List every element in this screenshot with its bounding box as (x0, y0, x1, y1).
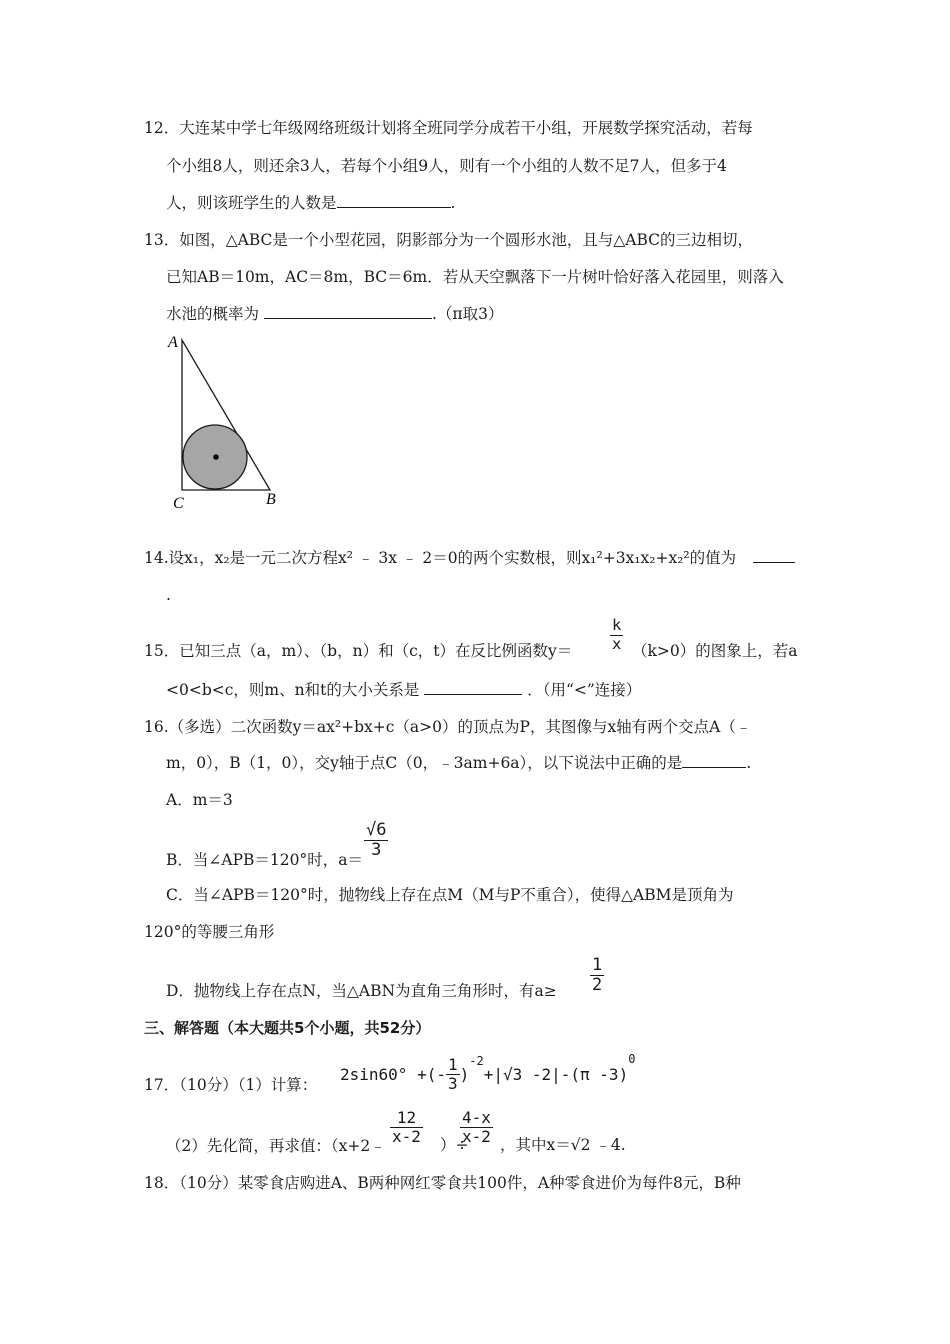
q12-line1: 12．大连某中学七年级网络班级计划将全班同学分成若干小组，开展数学探究活动，若每 (144, 119, 753, 137)
q14-line1 (144, 548, 795, 568)
q12-line3-text: 人，则该班学生的人数是 (166, 194, 337, 212)
expr-paren: ) (459, 1065, 470, 1084)
q16-option-a: A．m＝3 (166, 791, 233, 809)
4-minus-x-over-x-minus-2-fraction (460, 1110, 493, 1145)
k-over-x-fraction (610, 618, 623, 652)
q13-line1: 13．如图，△ABC是一个小型花园，阴影部分为一个圆形水池，且与△ABC的三边相切， (144, 231, 754, 249)
q16-option-c-line2: 120°的等腰三角形 (144, 923, 275, 941)
frac-denominator: x-2 (392, 1127, 421, 1146)
sqrt6-over-3-fraction (364, 822, 388, 859)
answer-blank (682, 753, 746, 768)
expr-part-a: 2sin60° +(- (340, 1065, 446, 1084)
answer-blank (753, 548, 795, 563)
answer-blank (264, 304, 432, 319)
q12-line3 (166, 193, 455, 213)
frac-numerator: 12 (396, 1108, 417, 1127)
frac-denominator: 3 (364, 840, 388, 859)
q17-expression (340, 1052, 635, 1092)
q12-line3-end: . (450, 194, 456, 212)
frac-denominator: x-2 (462, 1127, 491, 1146)
q13-line2: 已知AB＝10m，AC＝8m，BC＝6m．若从天空飘落下一片树叶恰好落入花园里，则落入 (166, 268, 784, 286)
part2-text-a: （2）先化简，再求值：（x+2﹣ (166, 1137, 386, 1155)
q17-part1: 17．（10分）（1）计算： (144, 1076, 318, 1094)
section-title: 三、解答题（本大题共5个小题，共52分） (144, 1019, 431, 1037)
triangle-garden-figure (160, 330, 300, 520)
frac-numerator: 1 (592, 955, 603, 975)
expr-part-b: +|√3 -2|-(π -3) (483, 1065, 629, 1084)
q15-line1-b: （k>0）的图象上，若a (632, 642, 798, 660)
q16-line2-text: m，0），B（1，0），交y轴于点C（0，﹣3am+6a），以下说法中正确的是 (166, 754, 683, 772)
expr-exponent-zero: 0 (628, 1052, 636, 1066)
q16-option-d: D．抛物线上存在点N，当△ABN为直角三角形时，有a≥ (166, 982, 557, 1000)
q15-line1 (144, 641, 572, 661)
answer-blank (424, 680, 522, 695)
q14-line1-text: 14.设x₁，x₂是一元二次方程x² ﹣ 3x ﹣ 2＝0的两个实数根，则x₁²+3x₁x₂+x₂²的值为 (144, 549, 737, 567)
part2-text-b: ，其中x＝√2 ﹣4. (500, 1136, 626, 1154)
circle-center-dot (213, 454, 219, 460)
q14-line2: . (166, 586, 171, 604)
frac-numerator: k (612, 616, 622, 634)
q16-line1: 16.（多选）二次函数y＝ax²+bx+c（a>0）的顶点为P，其图像与x轴有两个交点A（﹣ (144, 718, 752, 736)
answer-blank (337, 193, 451, 208)
q15-line2-a: <0<b<c，则m、n和t的大小关系是 (166, 681, 420, 699)
frac-denominator: x (612, 634, 622, 653)
expr-exponent: -2 (469, 1054, 484, 1068)
q13-line3-text: 水池的概率为 (166, 305, 260, 323)
q16-option-b: B．当∠APB＝120°时，a＝ (166, 851, 363, 869)
frac-denominator: 3 (447, 1074, 458, 1093)
label-a: A (168, 334, 178, 351)
one-half-fraction (590, 957, 604, 994)
label-c: C (173, 495, 184, 512)
q13-line3 (166, 304, 503, 324)
q13-line3-end: .（π取3） (431, 305, 504, 323)
q16-line2-end: . (746, 754, 752, 772)
q15-line1-a: 15．已知三点（a，m）、（b，n）和（c，t）在反比例函数y＝ (144, 642, 573, 660)
q12-line2: 个小组8人，则还余3人，若每个小组9人，则有一个小组的人数不足7人，但多于4 (166, 157, 727, 175)
12-over-x-minus-2-fraction (390, 1110, 423, 1145)
one-third-fraction (446, 1057, 460, 1092)
frac-denominator: 2 (592, 975, 603, 995)
q18-line1: 18．（10分）某零食店购进A、B两种网红零食共100件，A种零食进价为每件8元，B种 (144, 1174, 741, 1192)
frac-numerator: 4-x (462, 1108, 491, 1127)
q15-line2-b: ．（用“<”连接） (527, 681, 642, 699)
q15-line2 (166, 680, 641, 700)
q16-option-c-line1: C．当∠APB＝120°时，抛物线上存在点M（M与P不重合），使得△ABM是顶角为 (166, 886, 734, 904)
q16-line2 (166, 753, 751, 773)
frac-numerator: √6 (366, 820, 387, 840)
part2-divide: ）÷ (440, 1136, 469, 1154)
label-b: B (266, 491, 276, 508)
frac-numerator: 1 (447, 1055, 458, 1074)
q17-part2 (166, 1135, 386, 1156)
